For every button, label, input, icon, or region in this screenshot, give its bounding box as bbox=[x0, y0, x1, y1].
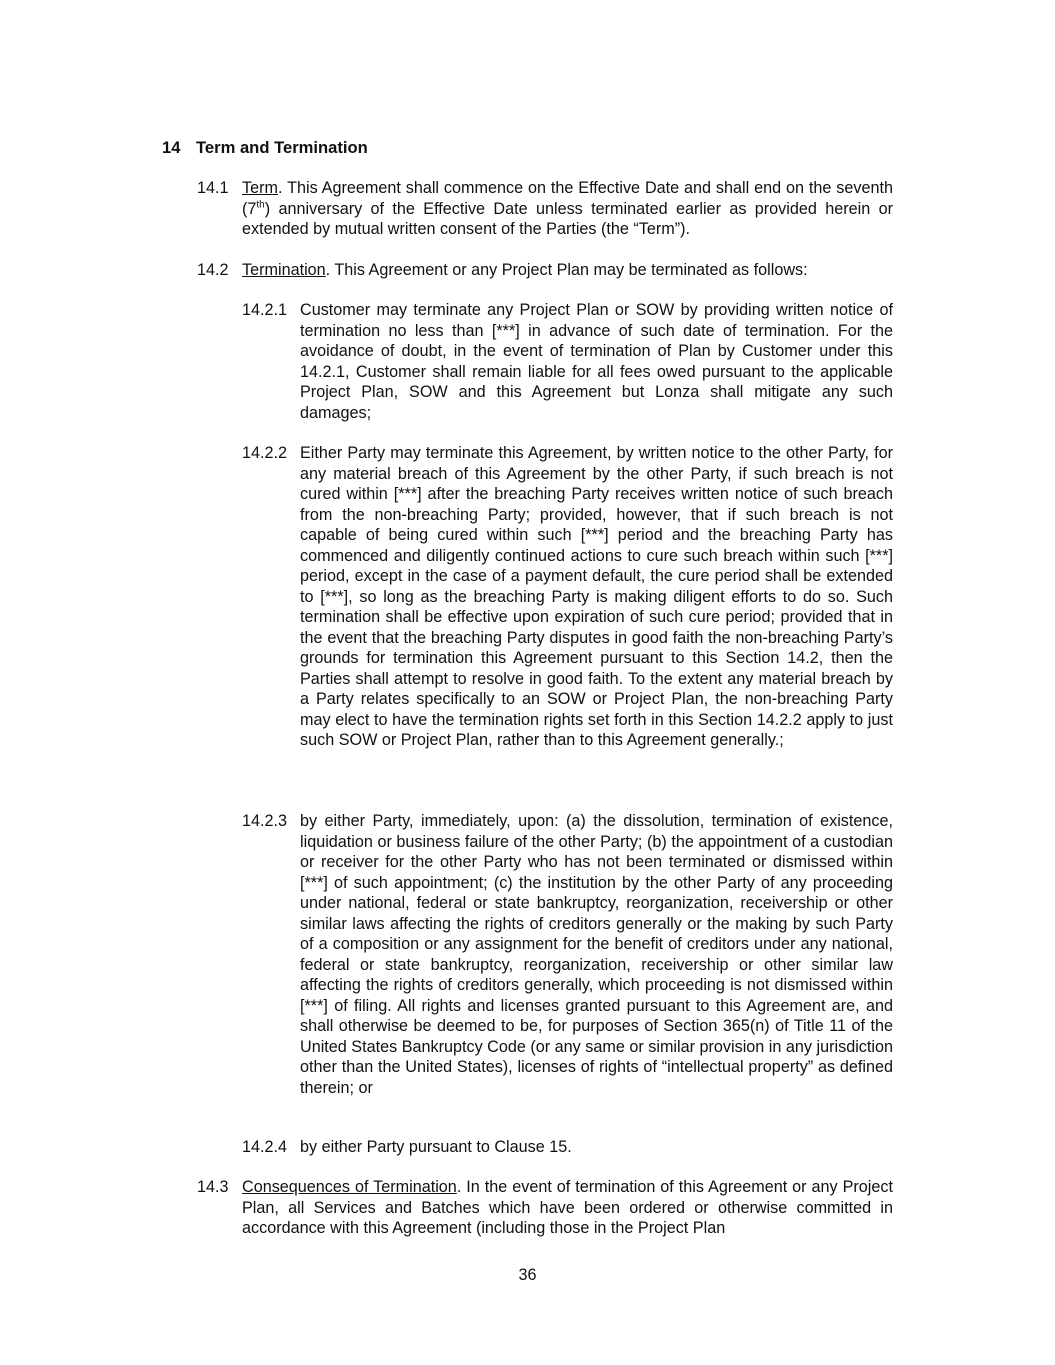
clause-text: Term. This Agreement shall commence on the Effective Date and shall end on the seventh (7th) anniversary of the Effective Date unless terminated earlier as provided herein or extended by mutual written consent of the Parties (the “Term”). bbox=[242, 179, 893, 238]
subclause-14-2-3 bbox=[242, 811, 893, 1098]
subclause-14-2-2 bbox=[242, 443, 893, 751]
clause-number: 14.3 bbox=[197, 1178, 229, 1196]
clause-14-1 bbox=[197, 178, 893, 240]
section-heading bbox=[162, 138, 368, 159]
subclause-text: by either Party, immediately, upon: (a) the dissolution, termination of existence, liquidation or business failure of the other Party; (b) the appointment of a custodian or receiver for the other Party who has not been terminated or dismissed within [***] of such appointment; (c) the institution by the other Party of any proceeding under national, federal or state bankruptcy, reorganization, receivership or other similar laws affecting the rights of creditors generally or the making by such Party of a composition or any assignment for the benefit of creditors under any national, federal or state bankruptcy, reorganization, receivership or other similar law affecting the rights of creditors generally, which proceeding is not dismissed within [***] of filing. All rights and licenses granted pursuant to this Agreement are, and shall otherwise be deemed to be, for purposes of Section 365(n) of Title 11 of the United States Bankruptcy Code (or any same or similar provision in any jurisdiction other than the United States), licenses of rights of “intellectual property” as defined therein; or bbox=[300, 812, 893, 1097]
subclause-14-2-1 bbox=[242, 300, 893, 423]
section-number: 14 bbox=[162, 138, 181, 157]
section-title: Term and Termination bbox=[196, 138, 368, 157]
clause-14-3 bbox=[197, 1177, 893, 1239]
subclause-number: 14.2.1 bbox=[242, 301, 288, 319]
ordinal-superscript: th bbox=[256, 199, 265, 211]
subclause-number: 14.2.2 bbox=[242, 444, 288, 462]
clause-text: Termination. This Agreement or any Project Plan may be terminated as follows: bbox=[242, 261, 808, 279]
subclause-number: 14.2.3 bbox=[242, 812, 288, 830]
page-number: 36 bbox=[518, 1266, 537, 1284]
subclause-text: Customer may terminate any Project Plan or SOW by providing written notice of termination no less than [***] in advance of such date of termination. For the avoidance of doubt, in the event of termination of Plan by Customer under this 14.2.1, Customer shall remain liable for all fees owed pursuant to the applicable Project Plan, SOW and this Agreement but Lonza shall mitigate any such damages; bbox=[300, 301, 893, 422]
clause-number: 14.2 bbox=[197, 261, 229, 279]
clause-number: 14.1 bbox=[197, 179, 229, 197]
clause-caption: Consequences of Termination bbox=[242, 1178, 457, 1196]
clause-14-2 bbox=[197, 260, 893, 281]
clause-text: Consequences of Termination. In the event of termination of this Agreement or any Project Plan, all Services and Batches which have been ordered or otherwise committed in accordance with this Agreement (including those in the Project Plan bbox=[242, 1178, 893, 1237]
subclause-number: 14.2.4 bbox=[242, 1138, 288, 1156]
subclause-text: by either Party pursuant to Clause 15. bbox=[300, 1138, 572, 1156]
subclause-14-2-4 bbox=[242, 1137, 893, 1158]
clause-caption: Term bbox=[242, 179, 278, 197]
clause-caption: Termination bbox=[242, 261, 326, 279]
subclause-text: Either Party may terminate this Agreement, by written notice to the other Party, for any material breach of this Agreement by the other Party, if such breach is not cured within [***] after the breaching Party receives written notice of such breach from the non-breaching Party; provided, however, that if such breach is not capable of being cured within such [***] period and the breaching Party has commenced and diligently continued actions to cure such breach within such [***] period, except in the case of a payment default, the cure period shall be extended to [***], so long as the breaching Party is making diligent efforts to do so. Such termination shall be effective upon expiration of such cure period; provided that in the event that the breaching Party disputes in good faith the non-breaching Party’s grounds for termination this Agreement pursuant to this Section 14.2, then the Parties shall attempt to resolve in good faith. To the extent any material breach by a Party relates specifically to an SOW or Project Plan, the non-breaching Party may elect to have the termination rights set forth in this Section 14.2.2 apply to just such SOW or Project Plan, rather than to this Agreement generally.; bbox=[300, 444, 893, 749]
